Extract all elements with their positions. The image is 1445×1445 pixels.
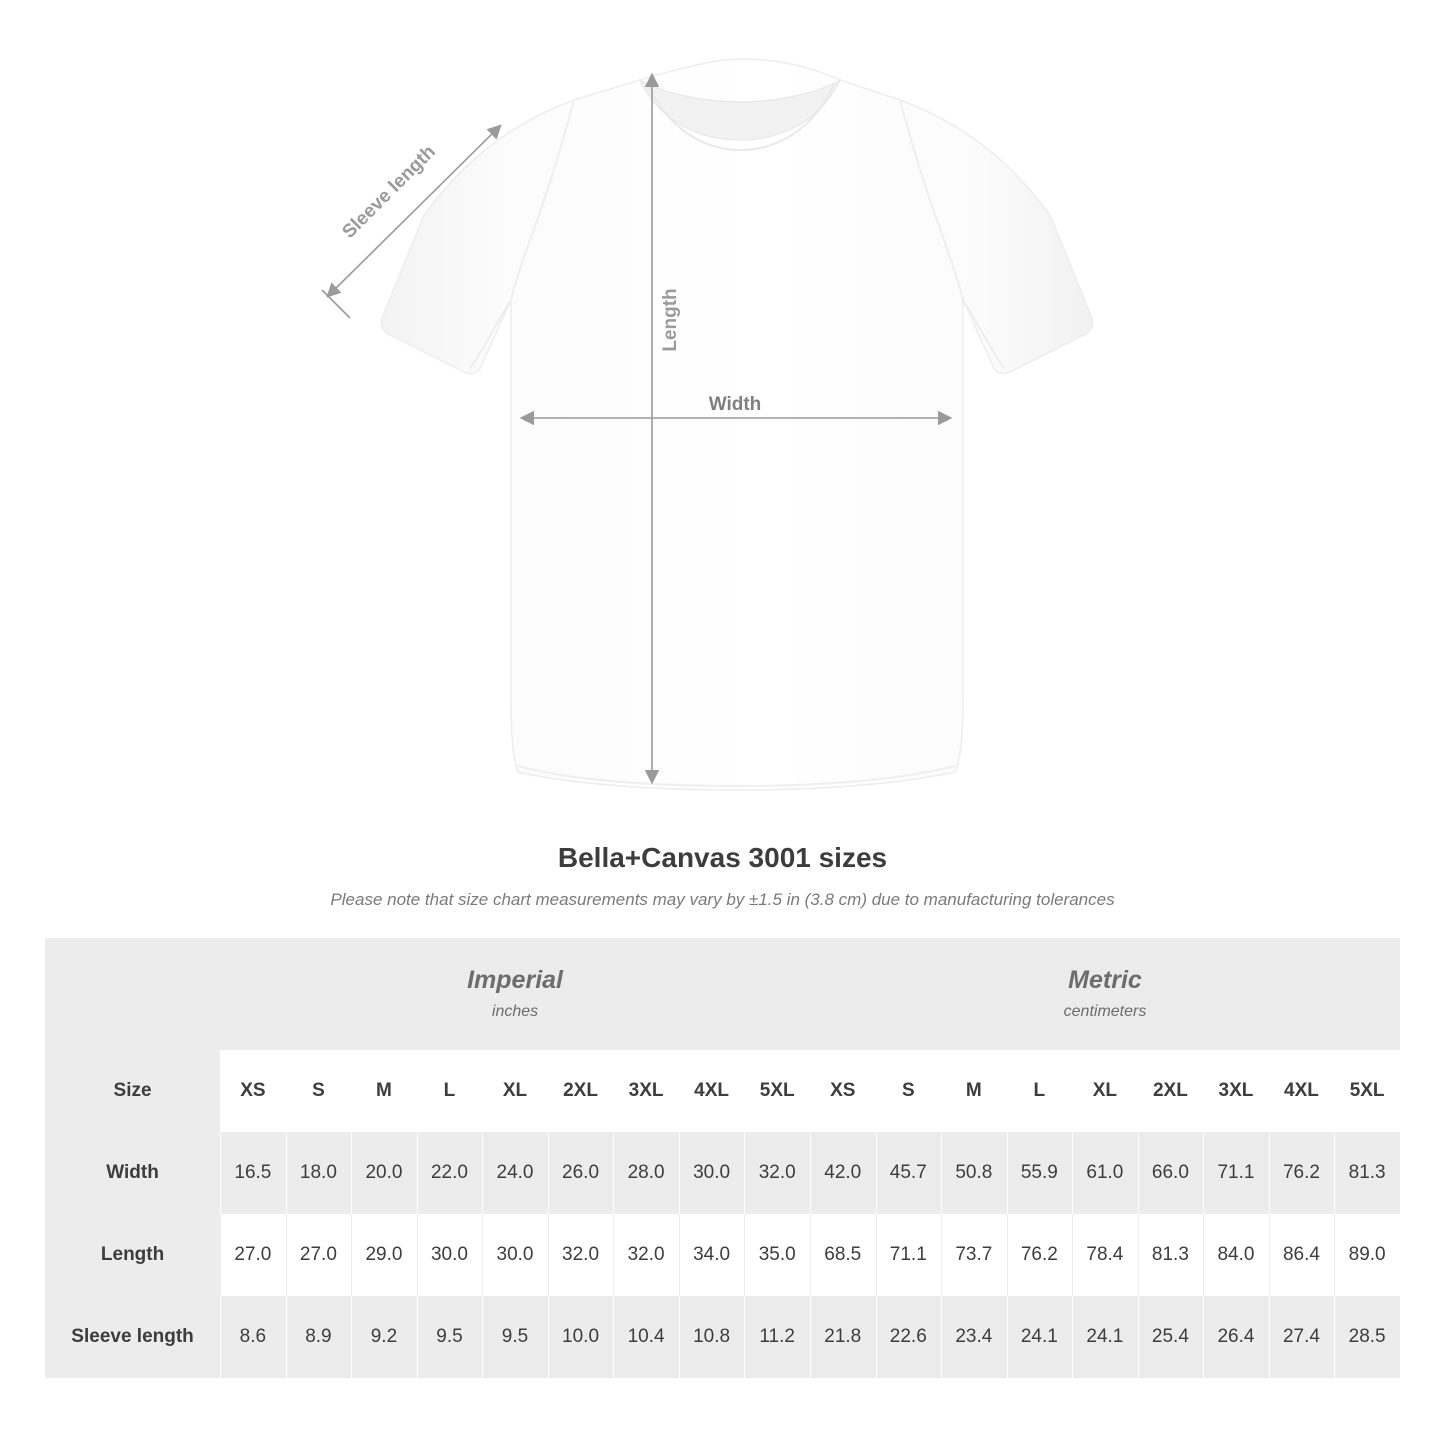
data-cell: 10.4 (613, 1296, 679, 1378)
size-header-cell: XL (482, 1050, 548, 1132)
size-header-cell: S (286, 1050, 352, 1132)
data-cell: 18.0 (286, 1132, 352, 1214)
data-cell: 27.4 (1269, 1296, 1335, 1378)
data-cell: 22.6 (876, 1296, 942, 1378)
data-cell: 81.3 (1138, 1214, 1204, 1296)
data-cell: 81.3 (1334, 1132, 1400, 1214)
sleeve-dimension-tick (322, 290, 350, 318)
size-table-wrapper (45, 938, 1400, 1378)
data-cell: 73.7 (941, 1214, 1007, 1296)
table-row (45, 1296, 1400, 1378)
data-cell: 29.0 (351, 1214, 417, 1296)
size-header-cell: M (351, 1050, 417, 1132)
data-cell: 42.0 (810, 1132, 876, 1214)
data-cell: 76.2 (1269, 1132, 1335, 1214)
data-cell: 26.4 (1203, 1296, 1269, 1378)
data-cell: 35.0 (744, 1214, 810, 1296)
data-cell: 76.2 (1007, 1214, 1073, 1296)
size-header-cell: 5XL (1334, 1050, 1400, 1132)
row-label-length: Length (45, 1214, 220, 1296)
data-cell: 86.4 (1269, 1214, 1335, 1296)
data-cell: 25.4 (1138, 1296, 1204, 1378)
size-header-cell: 4XL (1269, 1050, 1335, 1132)
data-cell: 30.0 (482, 1214, 548, 1296)
data-cell: 21.8 (810, 1296, 876, 1378)
length-label: Length (660, 288, 681, 352)
group-header-spacer (45, 938, 220, 1050)
group-header-metric (810, 938, 1400, 1050)
size-header-cell: M (941, 1050, 1007, 1132)
data-cell: 24.1 (1072, 1296, 1138, 1378)
data-cell: 28.5 (1334, 1296, 1400, 1378)
data-cell: 16.5 (220, 1132, 286, 1214)
size-header-cell: 3XL (1203, 1050, 1269, 1132)
group-header-imperial (220, 938, 810, 1050)
size-header-cell: L (417, 1050, 483, 1132)
data-cell: 8.6 (220, 1296, 286, 1378)
data-cell: 28.0 (613, 1132, 679, 1214)
data-cell: 26.0 (548, 1132, 614, 1214)
size-header-cell: 2XL (548, 1050, 614, 1132)
size-header-cell: XS (220, 1050, 286, 1132)
data-cell: 32.0 (548, 1214, 614, 1296)
data-cell: 27.0 (286, 1214, 352, 1296)
data-cell: 84.0 (1203, 1214, 1269, 1296)
data-cell: 9.5 (417, 1296, 483, 1378)
size-header-cell: S (876, 1050, 942, 1132)
group-header-metric-name: Metric (1068, 966, 1142, 995)
table-group-header-row (45, 938, 1400, 1050)
data-cell: 23.4 (941, 1296, 1007, 1378)
sleeve-length-label: Sleeve length (338, 141, 440, 243)
size-header-cell: 3XL (613, 1050, 679, 1132)
size-table (45, 938, 1400, 1378)
data-cell: 30.0 (417, 1214, 483, 1296)
data-cell: 68.5 (810, 1214, 876, 1296)
data-cell: 50.8 (941, 1132, 1007, 1214)
data-cell: 9.2 (351, 1296, 417, 1378)
shirt-shape (381, 59, 1093, 790)
size-header-cell: XS (810, 1050, 876, 1132)
data-cell: 89.0 (1334, 1214, 1400, 1296)
data-cell: 24.1 (1007, 1296, 1073, 1378)
row-label-sleeve-length: Sleeve length (45, 1296, 220, 1378)
data-cell: 71.1 (876, 1214, 942, 1296)
data-cell: 32.0 (744, 1132, 810, 1214)
data-cell: 78.4 (1072, 1214, 1138, 1296)
group-header-imperial-name: Imperial (467, 966, 563, 995)
size-header-cell: 4XL (679, 1050, 745, 1132)
data-cell: 8.9 (286, 1296, 352, 1378)
data-cell: 66.0 (1138, 1132, 1204, 1214)
row-label-width: Width (45, 1132, 220, 1214)
tolerance-note: Please note that size chart measurements may vary by ±1.5 in (3.8 cm) due to manufacturing tolerances (330, 890, 1115, 909)
data-cell: 9.5 (482, 1296, 548, 1378)
data-cell: 34.0 (679, 1214, 745, 1296)
data-cell: 22.0 (417, 1132, 483, 1214)
data-cell: 10.0 (548, 1296, 614, 1378)
data-cell: 71.1 (1203, 1132, 1269, 1214)
size-header-cell: 5XL (744, 1050, 810, 1132)
table-row (45, 1214, 1400, 1296)
data-cell: 20.0 (351, 1132, 417, 1214)
group-header-metric-unit: centimeters (1063, 1002, 1147, 1020)
data-cell: 27.0 (220, 1214, 286, 1296)
data-cell: 32.0 (613, 1214, 679, 1296)
row-label-size: Size (45, 1050, 220, 1132)
table-size-row (45, 1050, 1400, 1132)
table-row (45, 1132, 1400, 1214)
group-header-imperial-unit: inches (491, 1002, 539, 1020)
data-cell: 11.2 (744, 1296, 810, 1378)
width-label: Width (708, 394, 762, 415)
data-cell: 24.0 (482, 1132, 548, 1214)
data-cell: 45.7 (876, 1132, 942, 1214)
size-header-cell: 2XL (1138, 1050, 1204, 1132)
page-title: Bella+Canvas 3001 sizes (557, 842, 888, 873)
size-header-cell: XL (1072, 1050, 1138, 1132)
data-cell: 61.0 (1072, 1132, 1138, 1214)
data-cell: 10.8 (679, 1296, 745, 1378)
size-header-cell: L (1007, 1050, 1073, 1132)
data-cell: 55.9 (1007, 1132, 1073, 1214)
data-cell: 30.0 (679, 1132, 745, 1214)
